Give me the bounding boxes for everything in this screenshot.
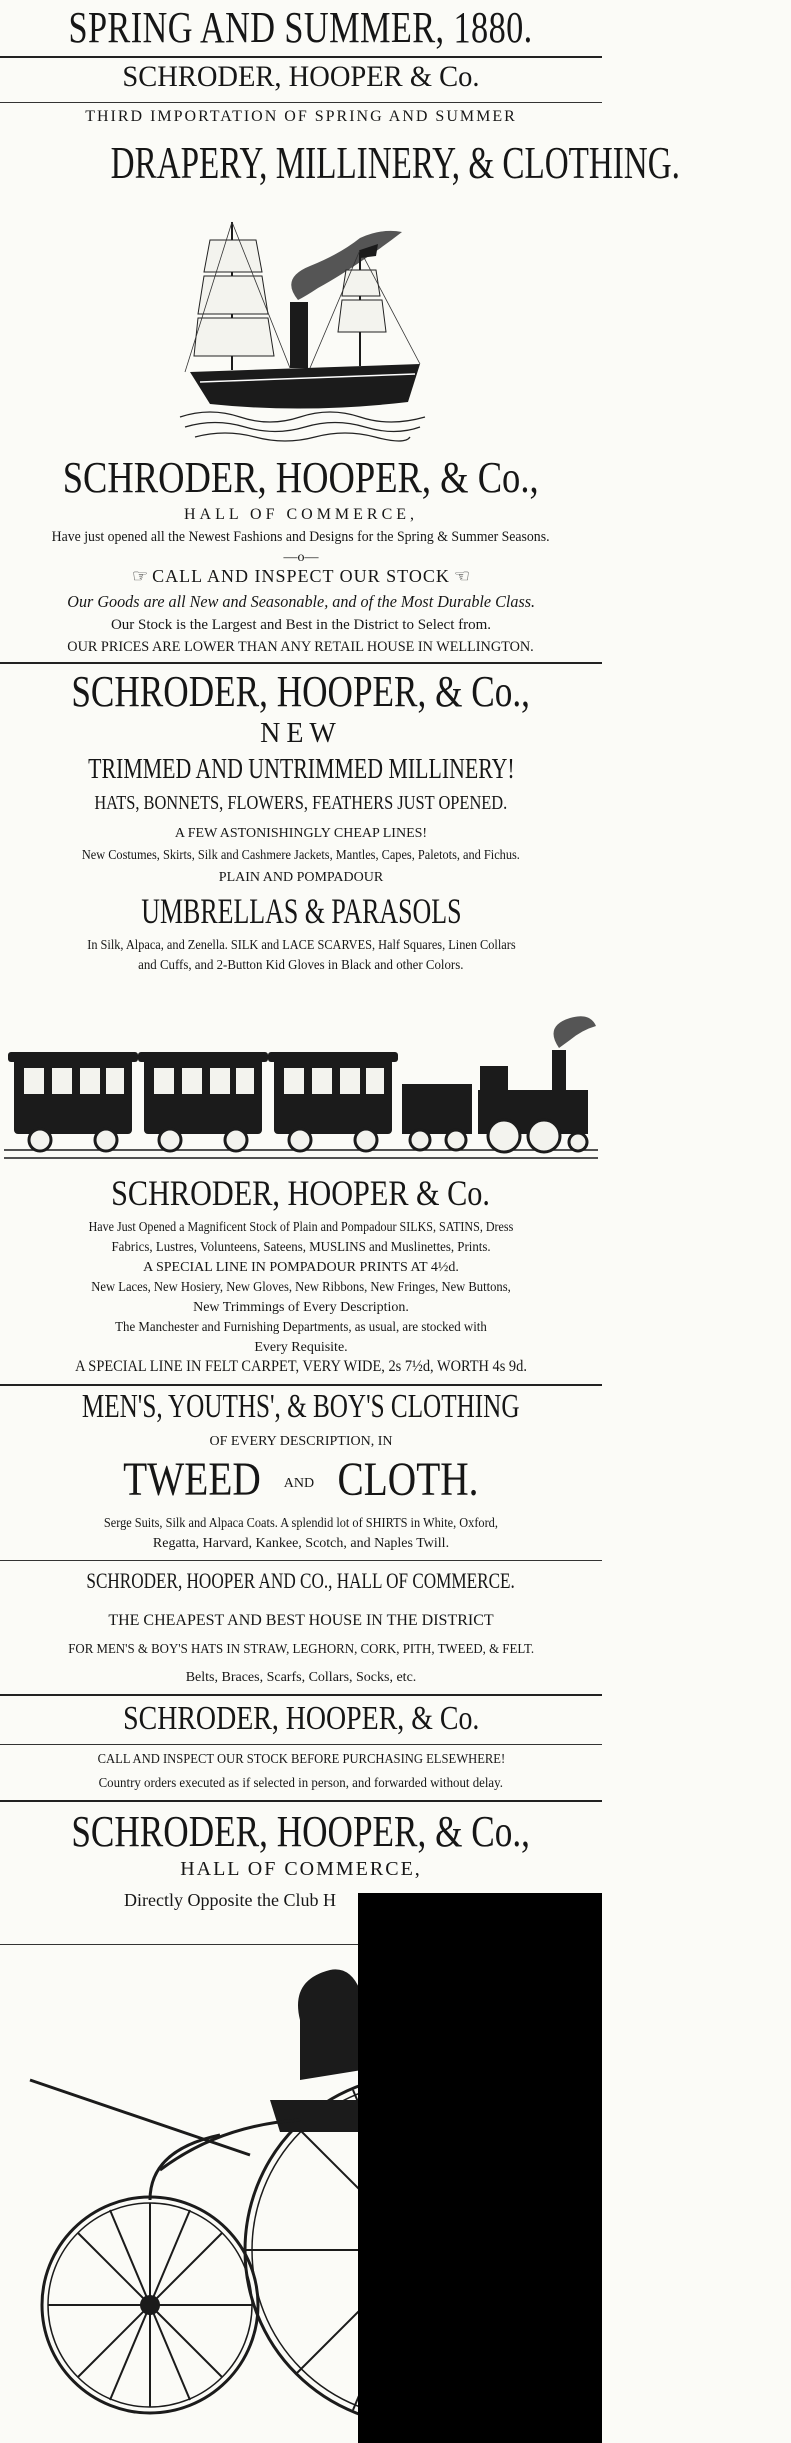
opened-line-2: Fabrics, Lustres, Volunteens, Sateens, MUSLINS and Muslinettes, Prints.: [111, 1240, 491, 1255]
special-prints: A SPECIAL LINE IN POMPADOUR PRINTS AT 4½d.: [143, 1260, 459, 1275]
opened-line-1: Have Just Opened a Magnificent Stock of Plain and Pompadour SILKS, SATINS, Dress: [88, 1220, 514, 1235]
manchester-line-1: The Manchester and Furnishing Departments, as usual, are stocked with: [115, 1320, 487, 1335]
call-before-purchasing: CALL AND INSPECT OUR STOCK BEFORE PURCHASING ELSEWHERE!: [97, 1752, 505, 1767]
divider: [0, 1800, 602, 1802]
cheap-lines: A FEW ASTONISHINGLY CHEAP LINES!: [174, 826, 428, 841]
hall-of-commerce: HALL OF COMMERCE,: [180, 1858, 422, 1880]
goods-title: DRAPERY, MILLINERY, & CLOTHING.: [110, 137, 680, 188]
season-header: SPRING AND SUMMER, 1880.: [68, 3, 534, 52]
mens-clothing-heading: MEN'S, YOUTHS', & BOY'S CLOTHING: [82, 1388, 520, 1425]
steamship-illustration: [170, 192, 440, 448]
firm-name: SCHRODER, HOOPER & Co.: [122, 60, 480, 93]
firm-name-large: SCHRODER, HOOPER, & Co.,: [71, 1807, 531, 1856]
cheapest-house: THE CHEAPEST AND BEST HOUSE IN THE DISTRICT: [108, 1612, 494, 1629]
hall-banner: SCHRODER, HOOPER AND CO., HALL OF COMMERCE.: [86, 1568, 516, 1593]
silk-line-1: In Silk, Alpaca, and Zenella. SILK and LACE SCARVES, Half Squares, Linen Collars: [86, 938, 516, 953]
call-and-inspect: ☞ CALL AND INSPECT OUR STOCK ☜: [132, 566, 470, 586]
pointing-hand-icon: ☞: [132, 566, 149, 586]
millinery-heading: TRIMMED AND UNTRIMMED MILLINERY!: [87, 754, 515, 785]
firm-name: SCHRODER, HOOPER & Co.: [111, 1173, 491, 1213]
firm-name: SCHRODER, HOOPER, & Co.: [122, 1700, 480, 1737]
largest-stock: Our Stock is the Largest and Best in the District to Select from.: [110, 617, 492, 633]
hall-of-commerce: HALL OF COMMERCE,: [183, 506, 419, 523]
hats-line: HATS, BONNETS, FLOWERS, FEATHERS JUST OPENED.: [94, 792, 508, 814]
hats-materials: FOR MEN'S & BOY'S HATS IN STRAW, LEGHORN, CORK, PITH, TWEED, & FELT.: [68, 1642, 534, 1657]
divider: [0, 1694, 602, 1696]
prices-line: OUR PRICES ARE LOWER THAN ANY RETAIL HOUSE IN WELLINGTON.: [67, 639, 535, 655]
tweed-and-cloth: TWEED AND CLOTH.: [122, 1453, 479, 1506]
new-heading: NEW: [260, 718, 342, 749]
firm-name-large: SCHRODER, HOOPER, & Co.,: [71, 667, 531, 716]
felt-carpet: A SPECIAL LINE IN FELT CARPET, VERY WIDE, 2s 7½d, WORTH 4s 9d.: [75, 1358, 527, 1375]
manchester-line-2: Every Requisite.: [254, 1340, 348, 1355]
costumes-line: New Costumes, Skirts, Silk and Cashmere Jackets, Mantles, Capes, Paletots, and Fichus.: [81, 848, 520, 863]
train-illustration: [4, 1000, 598, 1176]
divider: [0, 56, 602, 58]
umbrellas-heading: UMBRELLAS & PARASOLS: [140, 891, 462, 931]
serge-line-2: Regatta, Harvard, Kankee, Scotch, and Naples Twill.: [152, 1536, 450, 1551]
divider: [0, 1384, 602, 1386]
plain-pompadour: PLAIN AND POMPADOUR: [218, 870, 384, 885]
silk-line-2: and Cuffs, and 2-Button Kid Gloves in Black and other Colors.: [138, 958, 464, 973]
firm-name-large: SCHRODER, HOOPER, & Co.,: [63, 453, 539, 502]
divider: [0, 102, 602, 103]
laces-line-1: New Laces, New Hosiery, New Gloves, New Ribbons, New Fringes, New Buttons,: [91, 1280, 511, 1295]
importation-line: THIRD IMPORTATION OF SPRING AND SUMMER: [85, 108, 517, 125]
belts-line: Belts, Braces, Scarfs, Collars, Socks, etc.: [185, 1670, 417, 1685]
goods-tagline: Our Goods are all New and Seasonable, and of the Most Durable Class.: [67, 592, 535, 611]
country-orders: Country orders executed as if selected in person, and forwarded without delay.: [98, 1776, 504, 1791]
serge-line-1: Serge Suits, Silk and Alpaca Coats. A splendid lot of SHIRTS in White, Oxford,: [103, 1516, 499, 1531]
opposite-club: Directly Opposite the Club H: [124, 1890, 336, 1910]
opened-line: Have just opened all the Newest Fashions and Designs for the Spring & Summer Seasons.: [52, 529, 550, 545]
divider: [0, 662, 602, 664]
laces-line-2: New Trimmings of Every Description.: [193, 1300, 409, 1315]
divider: [0, 1744, 602, 1745]
separator: —o—: [283, 550, 319, 565]
divider: [0, 1560, 602, 1561]
every-description: OF EVERY DESCRIPTION, IN: [209, 1434, 393, 1449]
redaction-block: [358, 1893, 602, 2443]
pointing-hand-icon: ☜: [453, 566, 470, 586]
